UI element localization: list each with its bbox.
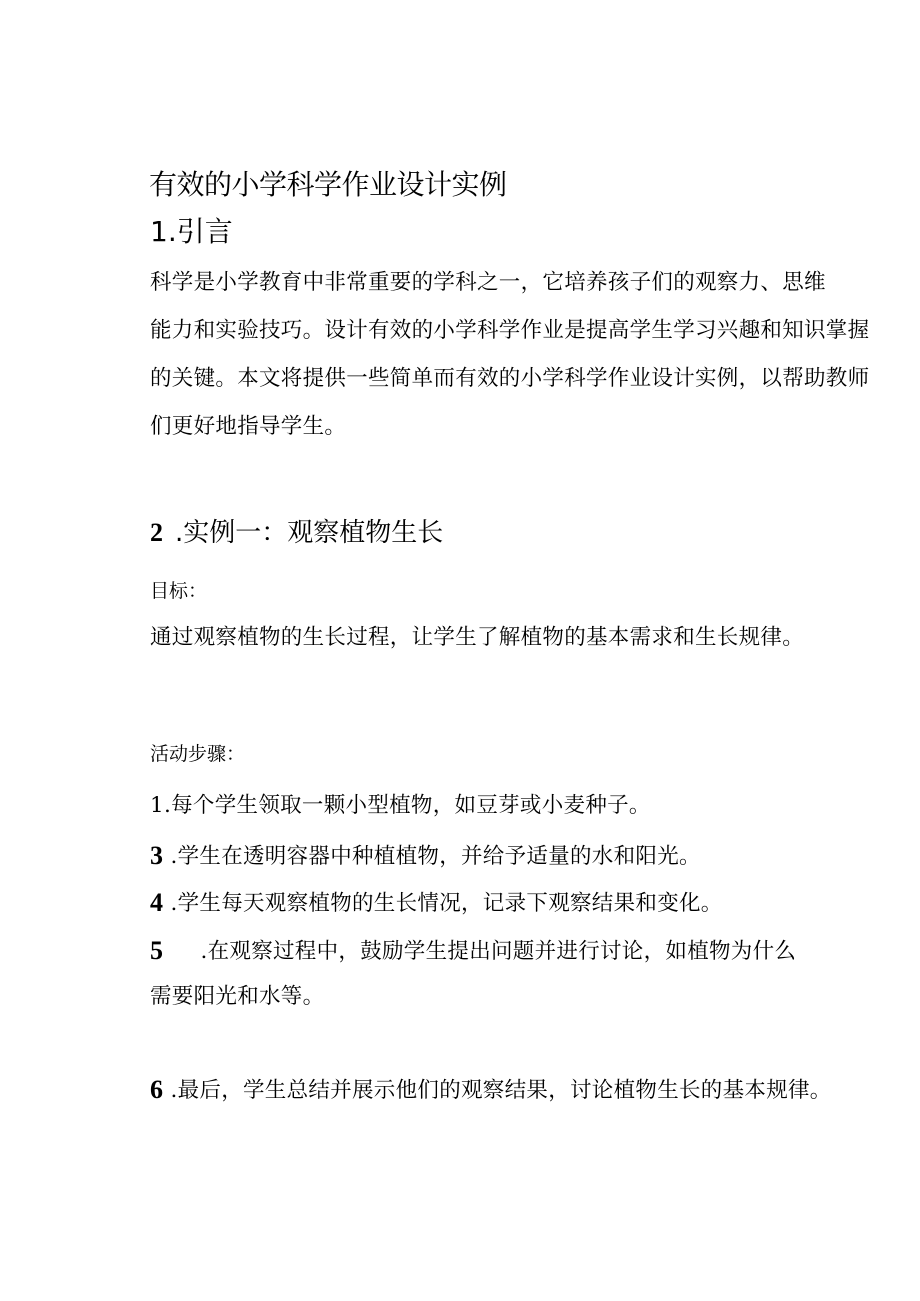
step-text: .学生在透明容器中种植植物，并给予适量的水和阳光。 <box>170 844 701 869</box>
goal-label: 目标： <box>150 580 208 602</box>
section-2-number: 2 <box>150 518 163 547</box>
intro-paragraph-line-2: 能力和实验技巧。设计有效的小学科学作业是提高学生学习兴趣和知识掌握 <box>150 318 870 343</box>
intro-paragraph-line-3: 的关键。本文将提供一些简单而有效的小学科学作业设计实例，以帮助教师 <box>150 366 870 391</box>
step-text: .最后，学生总结并展示他们的观察结果，讨论植物生长的基本规律。 <box>170 1078 832 1103</box>
section-2-heading <box>150 520 443 546</box>
step-text: 1.每个学生领取一颗小型植物，如豆芽或小麦种子。 <box>150 793 651 818</box>
list-item-continuation: 需要阳光和水等。 <box>150 984 325 1009</box>
step-text: .在观察过程中，鼓励学生提出问题并进行讨论，如植物为什么 <box>200 939 797 964</box>
list-item <box>150 890 723 916</box>
list-item <box>150 795 651 817</box>
document-title: 有效的小学科学作业设计实例 <box>149 168 507 201</box>
goal-text: 通过观察植物的生长过程，让学生了解植物的基本需求和生长规律。 <box>150 625 805 650</box>
list-item <box>150 1077 832 1103</box>
list-item <box>150 938 796 964</box>
step-number: 5 <box>150 936 164 965</box>
step-number: 4 <box>150 888 164 917</box>
step-text: .学生每天观察植物的生长情况，记录下观察结果和变化。 <box>170 891 723 916</box>
step-number: 6 <box>150 1075 164 1104</box>
section-1-heading: 1.引言 <box>150 215 233 248</box>
intro-paragraph-line-1: 科学是小学教育中非常重要的学科之一，它培养孩子们的观察力、思维 <box>150 270 826 295</box>
list-item <box>150 843 701 869</box>
section-2-heading-text: .实例一：观察植物生长 <box>175 518 444 548</box>
intro-paragraph-line-4: 们更好地指导学生。 <box>150 414 347 439</box>
steps-label: 活动步骤： <box>150 743 246 765</box>
step-number: 3 <box>150 841 164 870</box>
